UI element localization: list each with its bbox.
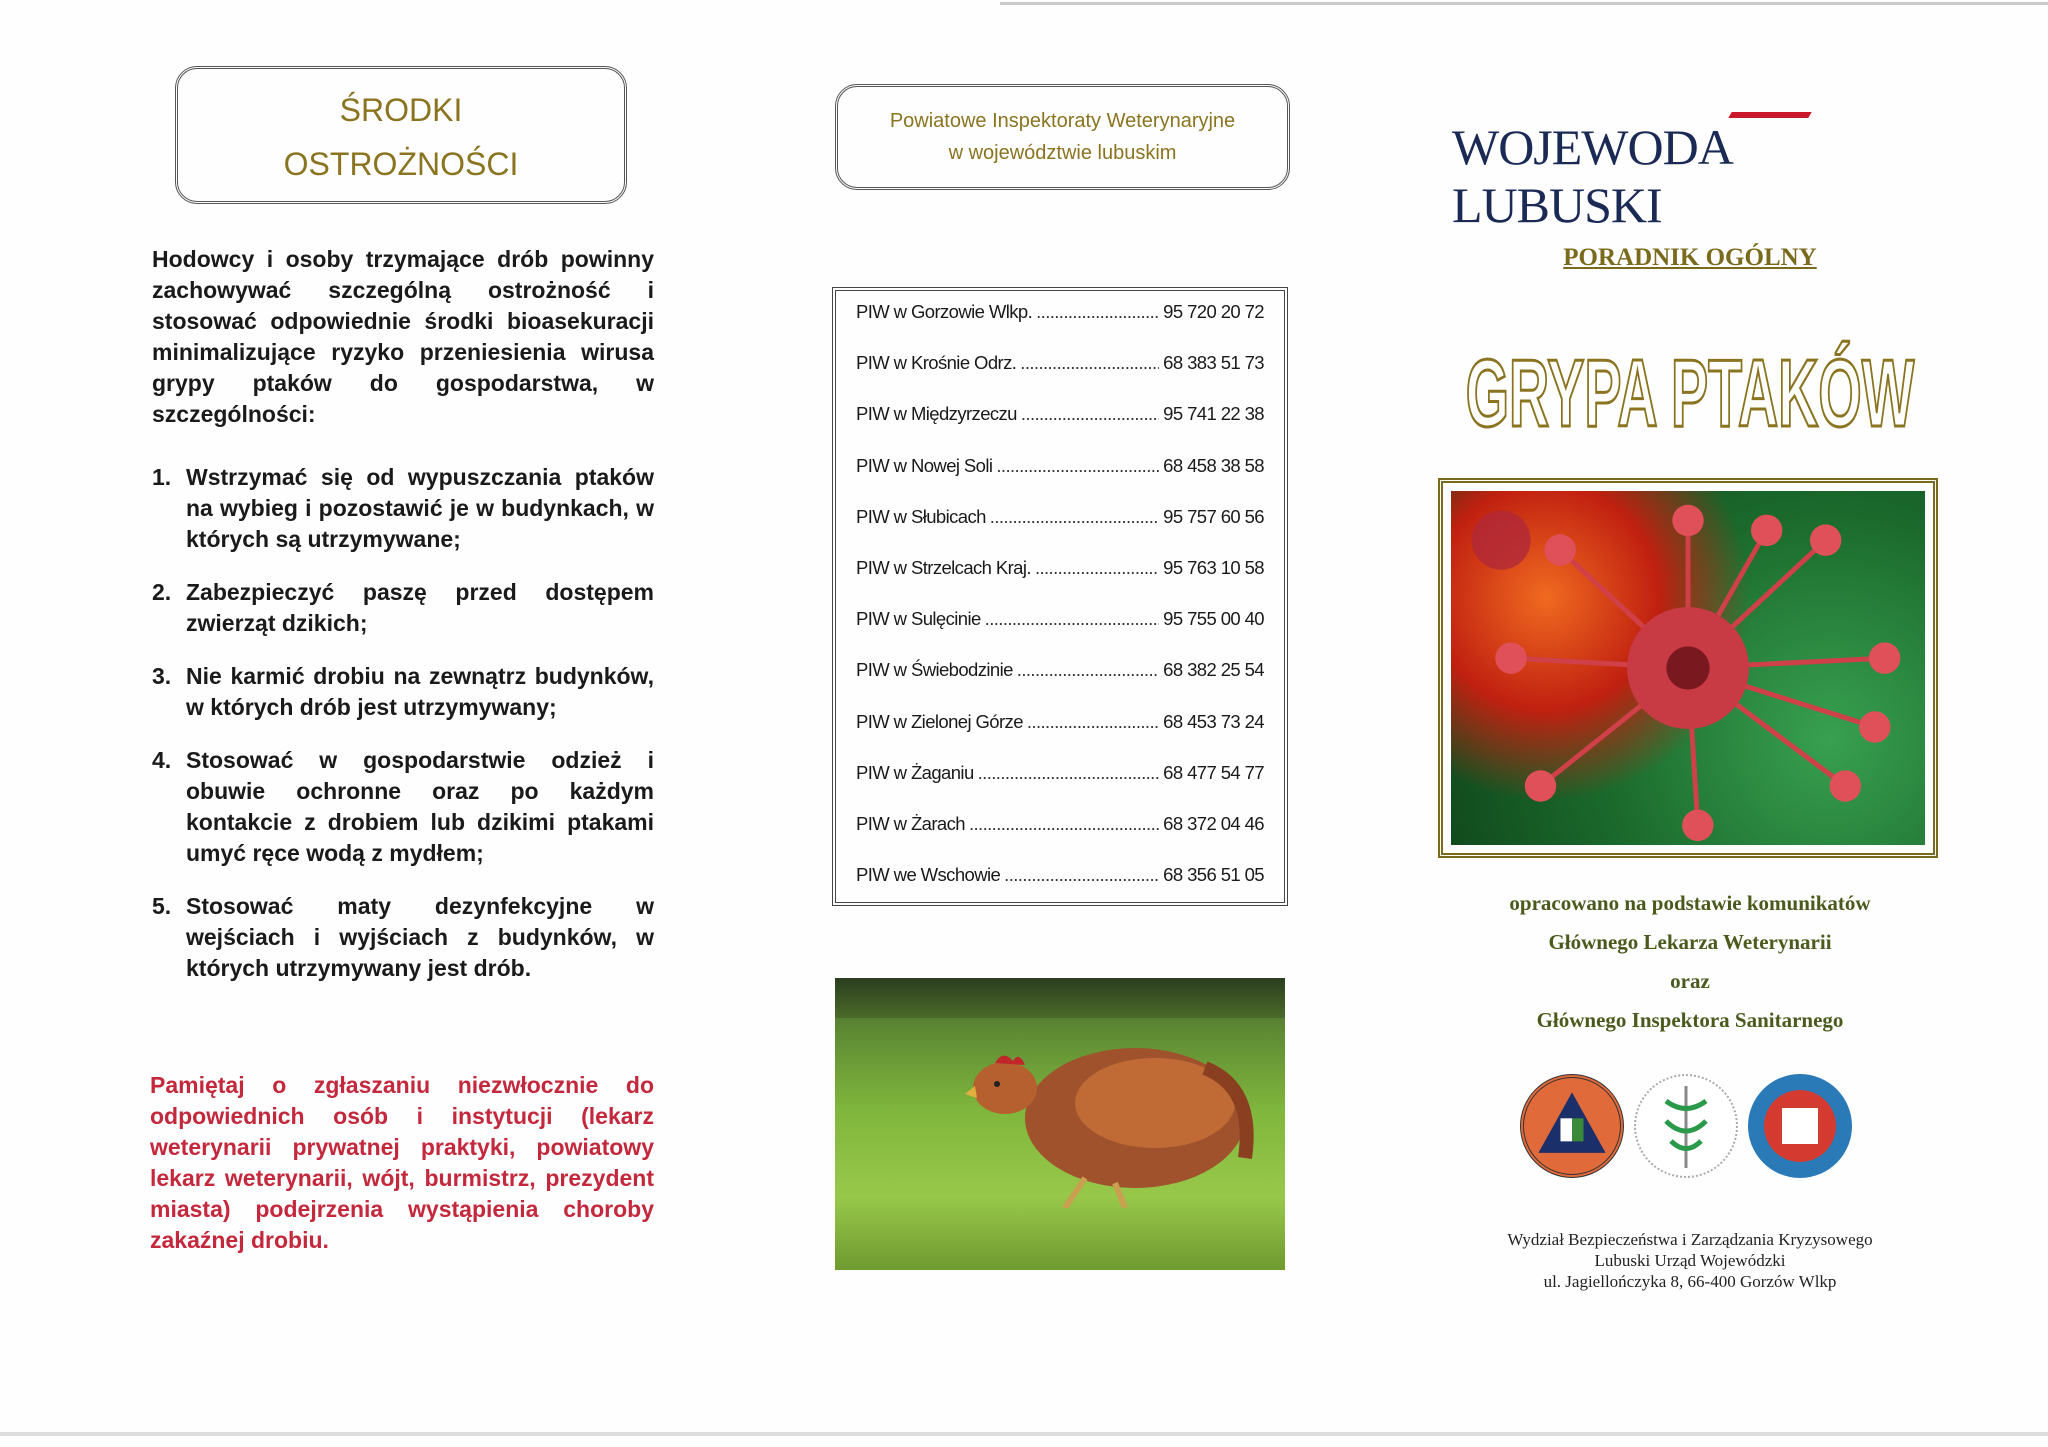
title-line: w województwie lubuskim [948, 142, 1177, 164]
brand-logo-text: WOJEWODA LUBUSKI [1452, 119, 1731, 233]
phone-number: 95 755 00 40 [1163, 608, 1264, 630]
rule-item [152, 577, 654, 639]
rule-item [152, 462, 654, 555]
rule-text: Zabezpieczyć paszę przed dostępem zwierząt dzikich; [186, 579, 654, 636]
credits-block [1440, 884, 1940, 1040]
dot-leader [1020, 352, 1159, 374]
dot-leader [1004, 864, 1159, 886]
contact-row [856, 557, 1264, 608]
virus-illustration [1451, 491, 1925, 845]
phone-number: 68 372 04 46 [1163, 812, 1264, 834]
warning-paragraph: Pamiętaj o zgłaszaniu niezwłocznie do odpowiednich osób i instytucji (lekarz weterynarii prywatnej praktyki, powiatowy lekarz weterynarii, wójt, burmistrz, prezydent miasta) podejrzenia wystąpienia choroby zakaźnej drobiu. [150, 1072, 654, 1253]
title-line: Powiatowe Inspektoraty Weterynaryjne [889, 110, 1236, 132]
rule-item [152, 745, 654, 869]
dot-leader [1017, 659, 1159, 681]
contact-row [856, 455, 1264, 506]
inspectorate-name: PIW w Międzyrzeczu [856, 403, 1017, 425]
inspectorate-name: PIW w Słubicach [856, 505, 986, 527]
inspectorates-title-box [835, 84, 1290, 190]
footer-line: Wydział Bezpieczeństwa i Zarządzania Kryzysowego [1507, 1230, 1873, 1249]
credits-line: Głównego Inspektora Sanitarnego [1536, 1008, 1844, 1032]
phone-number: 68 453 73 24 [1163, 710, 1264, 732]
contact-row [856, 864, 1264, 915]
footer-line: Lubuski Urząd Wojewódzki [1594, 1251, 1786, 1270]
contact-row [856, 762, 1264, 813]
inspectorate-name: PIW we Wschowie [856, 864, 1001, 886]
crisis-management-logo [1520, 1074, 1624, 1178]
dot-leader [1035, 557, 1159, 579]
caduceus-icon [1636, 1076, 1736, 1176]
scan-edge [0, 1432, 2048, 1436]
subtitle: PORADNIK OGÓLNY [1563, 244, 1817, 271]
dot-leader [978, 762, 1160, 784]
contact-row [856, 403, 1264, 454]
precautions-title-box [175, 66, 627, 204]
rule-text: Wstrzymać się od wypuszczania ptaków na wybieg i pozostawić je w budynkach, w których są utrzymywane; [186, 464, 654, 552]
phone-number: 68 477 54 77 [1163, 761, 1264, 783]
rule-number: 4. [152, 747, 172, 773]
inspectorate-name: PIW w Żaganiu [856, 761, 974, 783]
sanitary-inspection-logo [1748, 1074, 1852, 1178]
rule-text: Stosować w gospodarstwie odzież i obuwie ochronne oraz po każdym kontakcie z drobiem lub dzikimi ptakami umyć ręce wodą z mydłem; [186, 747, 654, 866]
rule-item [152, 891, 654, 984]
veterinary-logo [1634, 1074, 1738, 1178]
rule-text: Stosować maty dezynfekcyjne w wejściach i wyjściach z budynków, w których utrzymywany jest drób. [186, 893, 654, 981]
inspectorate-name: PIW w Świebodzinie [856, 659, 1013, 681]
hen-image [965, 1008, 1265, 1208]
inspectorate-name: PIW w Zielonej Górze [856, 710, 1023, 732]
footer-address [1440, 1229, 1940, 1292]
inspectorate-name: PIW w Sulęcinie [856, 608, 981, 630]
footer-line: ul. Jagiellończyka 8, 66-400 Gorzów Wlkp [1543, 1272, 1837, 1291]
inspectorate-name: PIW w Krośnie Odrz. [856, 352, 1017, 374]
dot-leader [985, 608, 1160, 630]
rules-list [152, 462, 654, 1006]
contact-row [856, 813, 1264, 864]
contacts-table [832, 287, 1288, 906]
credits-line: Głównego Lekarza Weterynarii [1548, 930, 1832, 954]
contact-row [856, 352, 1264, 403]
inspectorate-name: PIW w Strzelcach Kraj. [856, 556, 1031, 578]
triangle-emblem-icon [1524, 1078, 1620, 1174]
rule-text: Nie karmić drobiu na zewnątrz budynków, w których drób jest utrzymywany; [186, 663, 654, 720]
dot-leader [1021, 403, 1159, 425]
phone-number: 95 757 60 56 [1163, 505, 1264, 527]
phone-number: 68 356 51 05 [1163, 864, 1264, 886]
contact-row [856, 711, 1264, 762]
intro-paragraph: Hodowcy i osoby trzymające drób powinny zachowywać szczególną ostrożność i stosować odpowiednie środki bioasekuracji minimalizujące ryzyko przeniesienia wirusa grypy ptaków do gospodarstwa, w szczególności: [152, 246, 654, 427]
dot-leader [990, 506, 1159, 528]
dot-leader [1027, 711, 1159, 733]
rule-number: 5. [152, 893, 172, 919]
title-line: OSTROŻNOŚCI [283, 146, 519, 182]
scan-edge [1000, 2, 2048, 5]
rule-number: 1. [152, 464, 172, 490]
credits-line: oraz [1670, 969, 1710, 993]
virus-image [1451, 491, 1925, 845]
phone-number: 68 382 25 54 [1163, 659, 1264, 681]
inspectorate-name: PIW w Gorzowie Wlkp. [856, 301, 1033, 322]
phone-number: 68 458 38 58 [1163, 454, 1264, 476]
contact-row [856, 506, 1264, 557]
eagle-icon [1782, 1108, 1818, 1144]
contact-row [856, 659, 1264, 710]
dot-leader [969, 813, 1159, 835]
rule-number: 2. [152, 579, 172, 605]
contact-row [856, 301, 1264, 352]
phone-number: 95 763 10 58 [1163, 556, 1264, 578]
phone-number: 68 383 51 73 [1163, 352, 1264, 374]
contact-row [856, 608, 1264, 659]
inspectorate-name: PIW w Żarach [856, 812, 965, 834]
chicken-photo [835, 978, 1285, 1270]
main-title: GRYPA PTAKÓW [1465, 340, 1915, 447]
dot-leader [996, 455, 1159, 477]
dot-leader [1036, 301, 1159, 323]
phone-number: 95 720 20 72 [1163, 301, 1264, 322]
phone-number: 95 741 22 38 [1163, 403, 1264, 425]
inspectorate-name: PIW w Nowej Soli [856, 454, 993, 476]
rule-number: 3. [152, 663, 172, 689]
title-line: ŚRODKI [339, 92, 463, 128]
credits-line: opracowano na podstawie komunikatów [1509, 891, 1871, 915]
virus-image-frame [1438, 478, 1938, 858]
rule-item [152, 661, 654, 723]
